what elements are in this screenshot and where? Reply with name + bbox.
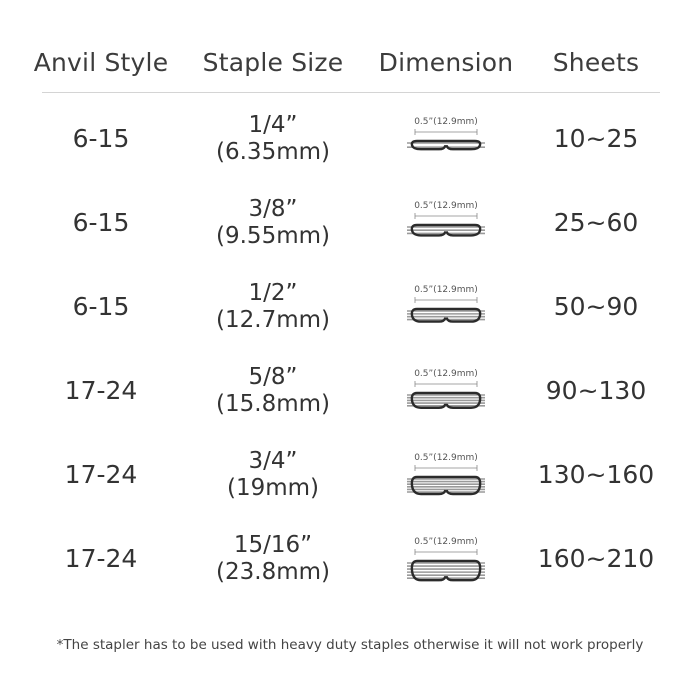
staple-size-mm: (6.35mm) [216, 139, 330, 165]
dimension-cell [401, 285, 491, 335]
table-header [0, 40, 700, 90]
sheets-cell: 130~160 [537, 460, 655, 489]
staple-size-mm: (23.8mm) [216, 559, 330, 585]
table-row [0, 182, 700, 266]
dimension-cell [401, 117, 491, 167]
dimension-label: 0.5”(12.9mm) [414, 117, 478, 127]
footnote: *The stapler has to be used with heavy duty staples otherwise it will not work properly [56, 637, 644, 653]
table-row [0, 266, 700, 350]
staple-size-cell [216, 112, 330, 166]
table-row [0, 98, 700, 182]
dimension-label: 0.5”(12.9mm) [414, 369, 478, 379]
anvil-style-cell: 17-24 [64, 544, 138, 573]
staple-size-cell [227, 448, 319, 502]
dimension-label: 0.5”(12.9mm) [414, 537, 478, 547]
staple-size-cell [216, 364, 330, 418]
dimension-label: 0.5”(12.9mm) [414, 453, 478, 463]
header-dimension: Dimension [378, 48, 514, 77]
staple-size-cell [216, 280, 330, 334]
clinched-staple-icon [401, 213, 491, 251]
clinched-staple-icon [401, 381, 491, 419]
staple-size-inch: 1/2” [248, 280, 298, 306]
clinched-staple-icon [401, 465, 491, 503]
staple-outline [412, 561, 480, 580]
header-sheets: Sheets [552, 48, 640, 77]
header-divider [42, 92, 660, 93]
staple-size-inch: 3/8” [248, 196, 298, 222]
staple-size-cell [216, 532, 330, 586]
clinched-staple-icon [401, 549, 491, 587]
dimension-label: 0.5”(12.9mm) [414, 201, 478, 211]
sheets-cell: 50~90 [553, 292, 639, 321]
sheets-cell: 160~210 [537, 544, 655, 573]
table-row [0, 518, 700, 602]
clinched-staple-icon [401, 129, 491, 167]
staple-size-mm: (19mm) [226, 475, 320, 501]
staple-size-mm: (12.7mm) [216, 307, 330, 333]
dimension-label: 0.5”(12.9mm) [414, 285, 478, 295]
staple-size-mm: (15.8mm) [216, 391, 330, 417]
anvil-style-cell: 6-15 [72, 208, 130, 237]
dimension-cell [401, 201, 491, 251]
sheets-cell: 90~130 [545, 376, 647, 405]
staple-size-inch: 1/4” [248, 112, 298, 138]
anvil-style-cell: 17-24 [64, 460, 138, 489]
anvil-style-cell: 6-15 [72, 292, 130, 321]
staple-size-inch: 3/4” [248, 448, 298, 474]
clinched-staple-icon [401, 297, 491, 335]
table-row [0, 350, 700, 434]
dimension-cell [401, 537, 491, 587]
table-row [0, 434, 700, 518]
dimension-cell [401, 453, 491, 503]
anvil-style-cell: 17-24 [64, 376, 138, 405]
header-anvil-style: Anvil Style [33, 48, 169, 77]
staple-size-mm: (9.55mm) [216, 223, 330, 249]
staple-size-inch: 5/8” [248, 364, 298, 390]
anvil-style-cell: 6-15 [72, 124, 130, 153]
dimension-cell [401, 369, 491, 419]
header-staple-size: Staple Size [202, 48, 344, 77]
staple-size-cell [216, 196, 330, 250]
sheets-cell: 10~25 [553, 124, 639, 153]
staple-size-inch: 15/16” [233, 532, 313, 558]
sheets-cell: 25~60 [553, 208, 639, 237]
